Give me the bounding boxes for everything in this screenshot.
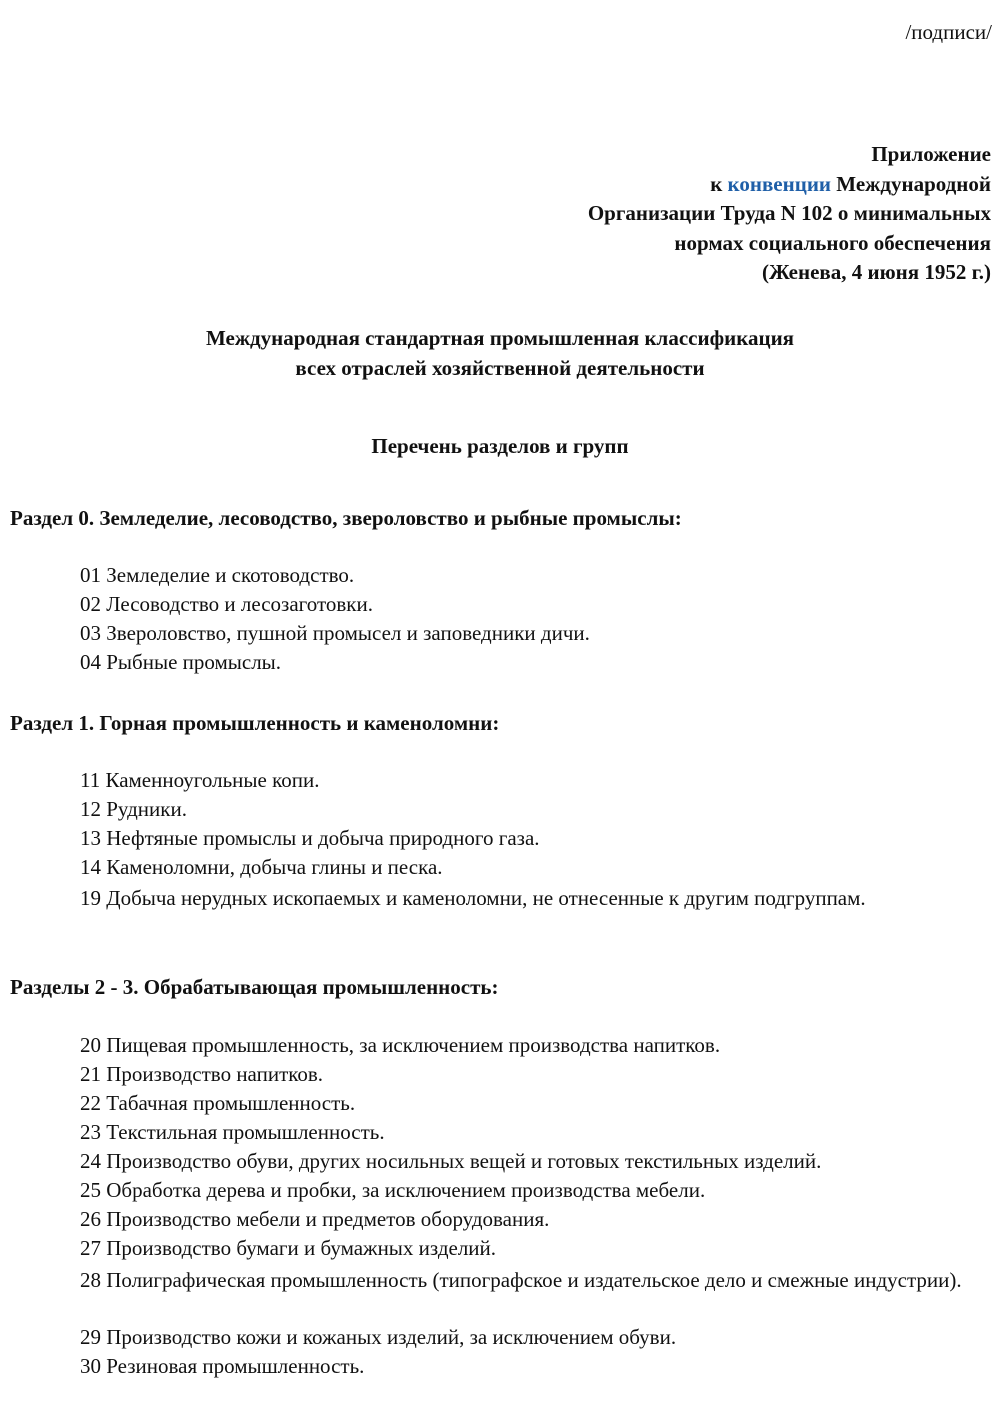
list-item: 28 Полиграфическая промышленность (типографское и издательское дело и смежные индустрии). [80,1268,962,1292]
list-item: 01 Земледелие и скотоводство. [80,563,355,587]
list-item: 14 Каменоломни, добыча глины и песка. [80,855,443,879]
appendix-line-2-suffix: Международной [831,171,991,196]
document-title-line-1: Международная стандартная промышленная классификация [205,326,795,350]
appendix-line-2 [588,170,991,200]
section-heading: Раздел 0. Земледелие, лесоводство, звероловство и рыбные промыслы: [10,506,682,530]
list-item: 22 Табачная промышленность. [80,1091,356,1115]
document-title [0,324,1000,383]
document-subtitle: Перечень разделов и групп [371,434,629,458]
list-item: 27 Производство бумаги и бумажных изделий. [80,1236,497,1260]
list-item: 12 Рудники. [80,797,187,821]
list-item: 11 Каменноугольные копи. [80,768,320,792]
section-heading: Раздел 1. Горная промышленность и каменоломни: [10,711,500,735]
list-item: 03 Звероловство, пушной промысел и заповедники дичи. [80,621,590,645]
list-item: 20 Пищевая промышленность, за исключением производства напитков. [80,1033,721,1057]
appendix-block [588,140,991,288]
list-item: 29 Производство кожи и кожаных изделий, за исключением обуви. [80,1325,677,1349]
list-item: 26 Производство мебели и предметов оборудования. [80,1207,550,1231]
document-title-line-2: всех отраслей хозяйственной деятельности [295,355,705,380]
list-item: 24 Производство обуви, других носильных вещей и готовых текстильных изделий. [80,1149,822,1173]
list-item: 19 Добыча нерудных ископаемых и каменоломни, не отнесенные к другим подгруппам. [80,886,866,910]
list-item: 13 Нефтяные промыслы и добыча природного газа. [80,826,540,850]
convention-link[interactable]: конвенции [727,171,832,196]
appendix-line-2-prefix: к [710,171,728,196]
list-item: 02 Лесоводство и лесозаготовки. [80,592,373,616]
section-heading: Разделы 2 - 3. Обрабатывающая промышленность: [10,975,499,999]
appendix-line-1: Приложение [871,142,991,166]
list-item: 21 Производство напитков. [80,1062,324,1086]
appendix-line-4: нормах социального обеспечения [674,230,991,255]
list-item: 23 Текстильная промышленность. [80,1120,385,1144]
appendix-line-3: Организации Труда N 102 о минимальных [587,201,991,225]
list-item: 30 Резиновая промышленность. [80,1354,365,1378]
signatures-note: /подписи/ [905,20,992,44]
appendix-line-5: (Женева, 4 июня 1952 г.) [761,260,991,284]
list-item: 25 Обработка дерева и пробки, за исключением производства мебели. [80,1178,706,1202]
list-item: 04 Рыбные промыслы. [80,650,282,674]
